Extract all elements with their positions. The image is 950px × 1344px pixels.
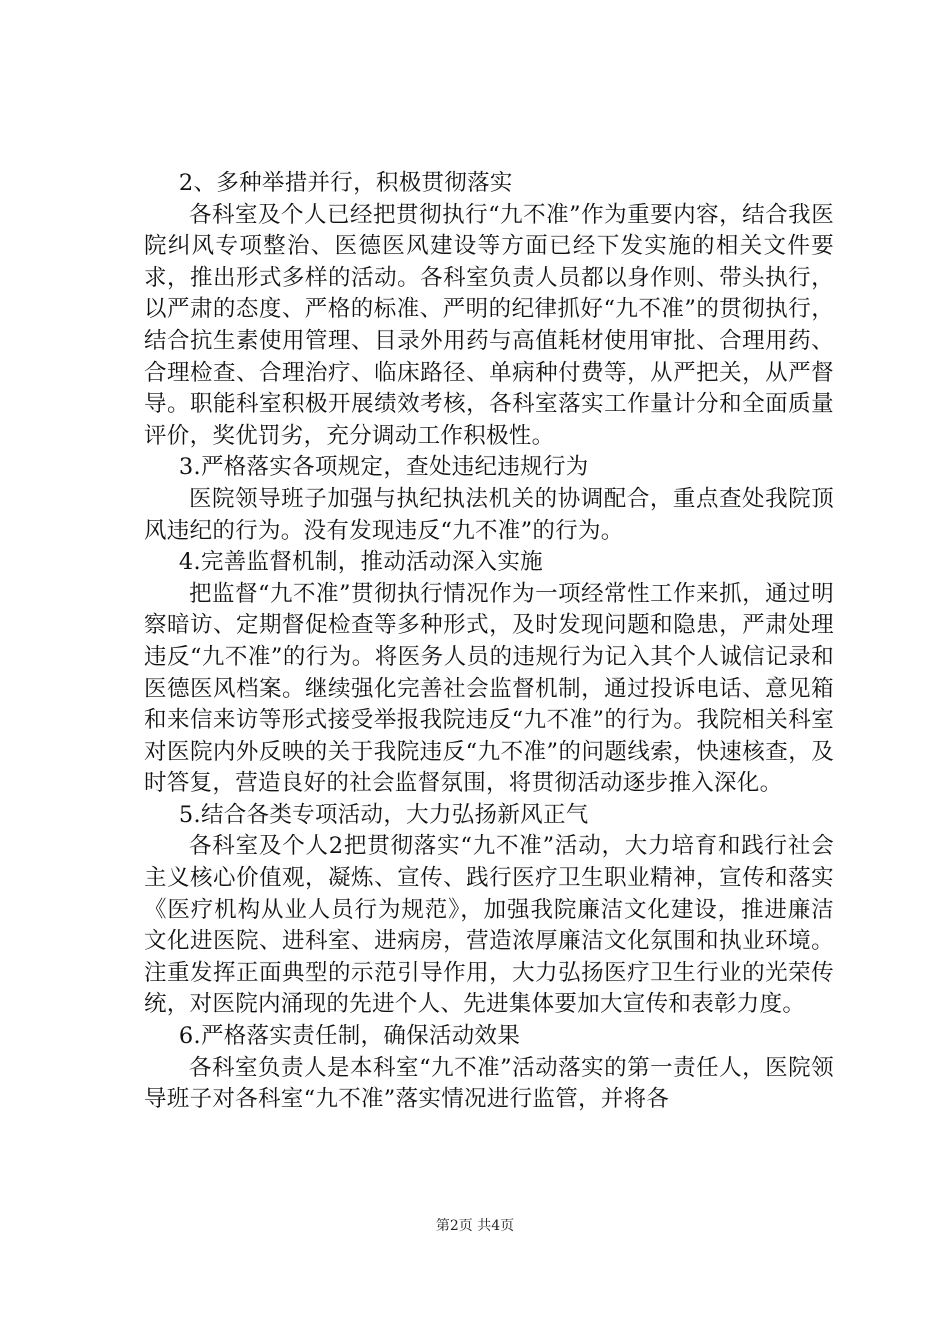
- section-heading-5: 5.结合各类专项活动，大力弘扬新风正气: [178, 801, 589, 828]
- document-body: [144, 168, 834, 1116]
- body-paragraph-6: 各科室负责人是本科室“九不准”活动落实的第一责任人，医院领导班子对各科室“九不准”落实情况进行监管，并将各: [144, 1054, 834, 1113]
- body-paragraph-2: 各科室及个人已经把贯彻执行“九不准”作为重要内容，结合我医院纠风专项整治、医德医风建设等方面已经下发实施的相关文件要求，推出形式多样的活动。各科室负责人员都以身作则、带头执行，以严肃的态度、严格的标准、严明的纪律抓好“九不准”的贯彻执行，结合抗生素使用管理、目录外用药与高值耗材使用审批、合理用药、合理检查、合理治疗、临床路径、单病种付费等，从严把关，从严督导。职能科室积极开展绩效考核，各科室落实工作量计分和全面质量评价，奖优罚劣，充分调动工作积极性。: [144, 201, 834, 449]
- body-paragraph-3: 医院领导班子加强与执纪执法机关的协调配合，重点查处我院顶风违纪的行为。没有发现违反“九不准”的行为。: [144, 485, 834, 544]
- section-heading-6: 6.严格落实责任制，确保活动效果: [178, 1023, 521, 1050]
- section-heading-3: 3.严格落实各项规定，查处违纪违规行为: [178, 454, 589, 481]
- body-paragraph-4: 把监督“九不准”贯彻执行情况作为一项经常性工作来抓，通过明察暗访、定期督促检查等多种形式，及时发现问题和隐患，严肃处理违反“九不准”的行为。将医务人员的违规行为记入其个人诚信记录和医德医风档案。继续强化完善社会监督机制，通过投诉电话、意见箱和来信来访等形式接受举报我院违反“九不准”的行为。我院相关科室对医院内外反映的关于我院违反“九不准”的问题线索，快速核查，及时答复，营造良好的社会监督氛围，将贯彻活动逐步推入深化。: [144, 580, 834, 797]
- page-number-footer: 第2页 共4页: [435, 1218, 515, 1234]
- section-heading-4: 4.完善监督机制，推动活动深入实施: [178, 549, 543, 576]
- body-paragraph-5: 各科室及个人2把贯彻落实“九不准”活动，大力培育和践行社会主义核心价值观，凝炼、宣传、践行医疗卫生职业精神，宣传和落实《医疗机构从业人员行为规范》，加强我院廉洁文化建设，推进廉洁文化进医院、进科室、进病房，营造浓厚廉洁文化氛围和执业环境。注重发挥正面典型的示范引导作用，大力弘扬医疗卫生行业的光荣传统，对医院内涌现的先进个人、先进集体要加大宣传和表彰力度。: [144, 833, 834, 1018]
- section-heading-2: 2、多种举措并行，积极贯彻落实: [178, 170, 513, 196]
